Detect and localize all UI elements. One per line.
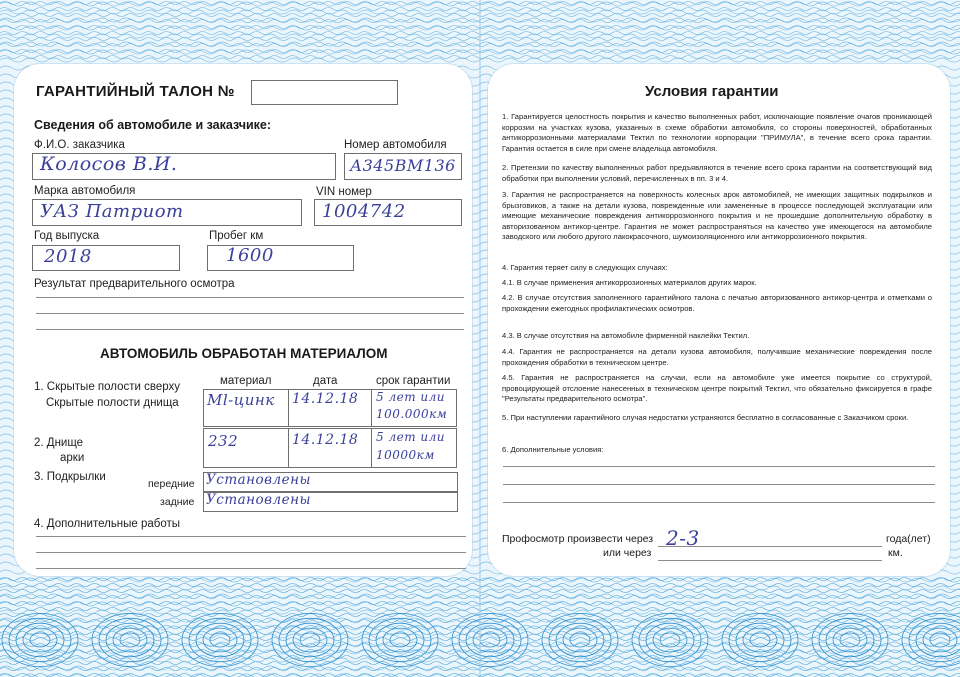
fio-handwritten-value: Колосов В.И. — [40, 153, 178, 175]
mileage-label: Пробег км — [209, 230, 264, 242]
rear-value: Установлены — [206, 492, 312, 508]
inspection-line[interactable] — [36, 329, 464, 330]
condition-4: 4. Гарантия теряет силу в следующих случаях: — [502, 263, 668, 272]
treated-title: АВТОМОБИЛЬ ОБРАБОТАН МАТЕРИАЛОМ — [100, 346, 388, 361]
condition-6: 6. Дополнительные условия: — [502, 445, 604, 454]
condition-4-2: 4.2. В случае отсутствия заполненного гарантийного талона с печатью авторизованного антикор-центра и отметками о прохождении ежегодных профилактических осмотров. — [502, 293, 932, 313]
inspection-line[interactable] — [36, 297, 464, 298]
item3-label: 3. Подкрылки — [34, 471, 106, 483]
talon-number-field[interactable] — [251, 80, 398, 105]
item2-label: 2. Днище — [34, 437, 84, 449]
item2-material-value: 232 — [208, 432, 239, 450]
item2-warranty-value: 5 лет или — [376, 430, 445, 444]
service-or-label: или через — [603, 547, 652, 559]
year-handwritten-value: 2018 — [44, 246, 92, 267]
col-warranty: срок гарантии — [376, 375, 451, 387]
item1-warranty-value: 100.000км — [376, 407, 448, 421]
item1-material-value: Ml-цинк — [207, 391, 275, 409]
condition-3: 3. Гарантия не распространяется на поверхность колесных арок автомобилей, не имеющих защитных подкрылков и брызговиков, а также на детали кузова, поврежденные или замененные в процессе последующей эксплуатации или имеющие механические повреждения антикоррозионного покрытия и не прошедшие дополнительную обработку в авторизованном антикор-центре. Гарантия не может распространяться на качество уже имеющегося на автомобиле заводского или любого другого лакокрасочного, шумоизоляционного или антикоррозионного покрытия. — [502, 190, 932, 242]
vin-handwritten-value: 1004742 — [322, 201, 406, 222]
mileage-handwritten-value: 1600 — [226, 245, 274, 266]
service-km-line[interactable] — [658, 560, 882, 561]
condition-4-3: 4.3. В случае отсутствия на автомобиле фирменной наклейки Тектил. — [502, 331, 750, 340]
car-number-label: Номер автомобиля — [344, 139, 447, 151]
brand-label: Марка автомобиля — [34, 185, 136, 197]
additional-work-line[interactable] — [36, 568, 466, 569]
inspection-label: Результат предварительного осмотра — [34, 278, 235, 290]
vin-label: VIN номер — [316, 186, 372, 198]
additional-work-line[interactable] — [36, 536, 466, 537]
col-material: материал — [220, 375, 272, 387]
condition-4-4: 4.4. Гарантия не распространяется на детали кузова автомобиля, получившие механические повреждения после прохождения обработки в техническом центре. — [502, 347, 932, 367]
condition-2: 2. Претензии по качеству выполненных работ предъявляются в течение всего срока гарантии на соответствующий вид обработки при выполнении условий, перечисленных в пп. 3 и 4. — [502, 163, 932, 183]
rear-label: задние — [160, 496, 195, 508]
item4-label: 4. Дополнительные работы — [34, 518, 181, 530]
condition-4-5: 4.5. Гарантия не распространяется на случаи, если на автомобиле уже имеется покрытие со структурой, провоцирующей отслоение нанесенных в техническом центре покрытий Тектил, что обязательно фиксируется в графе "Результаты предварительного осмотра". — [502, 373, 932, 404]
fio-label: Ф.И.О. заказчика — [34, 139, 125, 151]
condition-1: 1. Гарантируется целостность покрытия и качество выполненных работ, исключающие появление очагов проникающей коррозии на участках кузова, указанных в схеме обработки автомобиля, со стороны поверхностей, обработанных антикоррозионными материалами Тектил по технологии корпорации "ПРИМУЛА", в течение всего срока гарантии. Гарантия остается в силе при смене владельца автомобиля. — [502, 112, 932, 153]
item1-warranty-value: 5 лет или — [376, 390, 445, 404]
talon-title: ГАРАНТИЙНЫЙ ТАЛОН № — [36, 83, 235, 100]
service-handwritten-value: 2-3 — [666, 526, 700, 550]
brand-handwritten-value: УАЗ Патриот — [40, 201, 184, 222]
front-label: передние — [148, 478, 195, 490]
col-date: дата — [313, 375, 338, 387]
car-number-handwritten-value: А345ВМ136 — [350, 156, 456, 175]
condition-5: 5. При наступлении гарантийного случая недостатки устраняются бесплатно в согласованные с Заказчиком сроки. — [502, 413, 909, 422]
item1-date-value: 14.12.18 — [292, 391, 359, 407]
additional-work-line[interactable] — [36, 552, 466, 553]
item2-warranty-value: 10000км — [376, 448, 435, 462]
extra-conditions-line[interactable] — [503, 484, 935, 485]
front-value: Установлены — [206, 472, 312, 488]
years-label: года(лет) — [886, 533, 931, 545]
condition-4-1: 4.1. В случае применения антикоррозионных материалов других марок. — [502, 278, 757, 287]
customer-section-heading: Сведения об автомобиле и заказчике: — [34, 118, 272, 132]
extra-conditions-line[interactable] — [503, 502, 935, 503]
inspection-line[interactable] — [36, 313, 464, 314]
service-label: Профосмотр произвести через — [502, 533, 654, 545]
item2-sublabel: арки — [60, 452, 85, 464]
item1-label: 1. Скрытые полости сверху — [34, 381, 181, 393]
item1-sublabel: Скрытые полости днища — [46, 397, 179, 409]
conditions-title: Условия гарантии — [645, 83, 779, 100]
extra-conditions-line[interactable] — [503, 466, 935, 467]
km-label: км. — [888, 547, 903, 559]
year-label: Год выпуска — [34, 230, 100, 242]
item2-date-value: 14.12.18 — [292, 432, 359, 448]
